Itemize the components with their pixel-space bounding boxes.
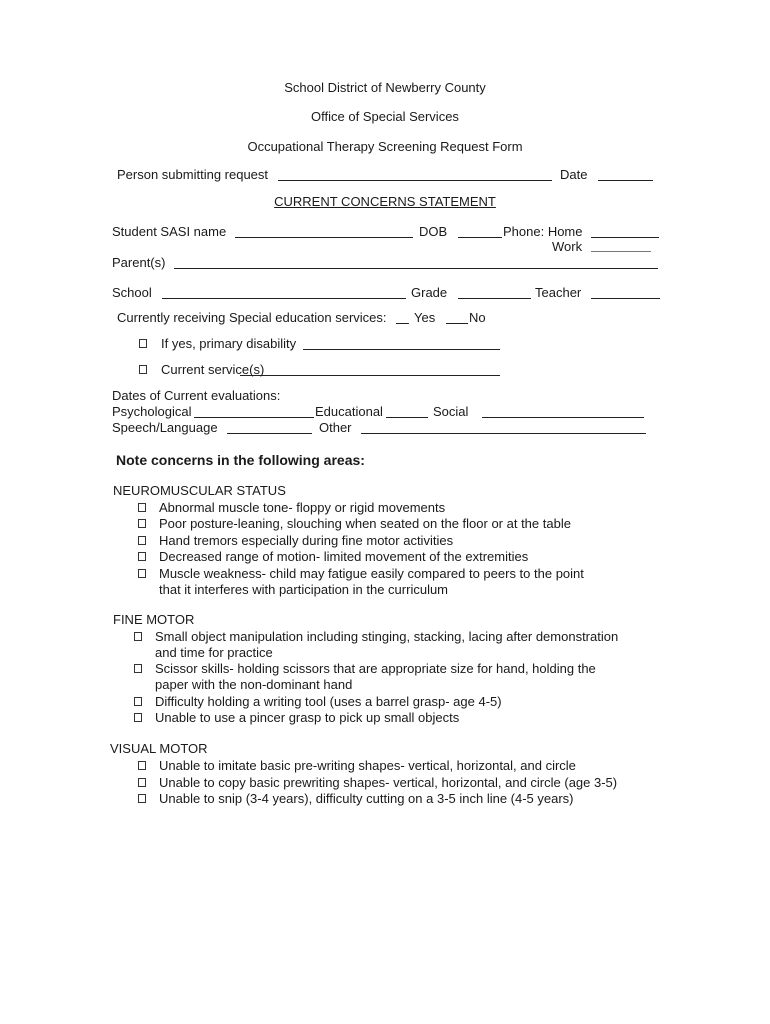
person-submitting-label: Person submitting request	[117, 167, 269, 182]
fine-motor-item-checkbox[interactable]	[134, 713, 142, 722]
visual-motor-item-text: Unable to copy basic prewriting shapes- vertical, horizontal, and circle (age 3-5)	[159, 775, 618, 790]
yes-label: Yes	[414, 310, 436, 325]
psychological-field[interactable]	[194, 417, 314, 418]
neuromuscular-item-checkbox[interactable]	[138, 552, 146, 561]
visual-motor-item-text: Unable to imitate basic pre-writing shapes- vertical, horizontal, and circle	[159, 758, 576, 773]
fine-motor-item-text: and time for practice	[155, 645, 273, 660]
date-field[interactable]	[598, 180, 653, 181]
work-label: Work	[552, 239, 583, 254]
school-label: School	[112, 285, 152, 300]
office-name: Office of Special Services	[311, 109, 459, 124]
neuromuscular-item-text: Poor posture-leaning, slouching when seated on the floor or at the table	[159, 516, 571, 531]
phone-home-label: Phone: Home	[503, 224, 583, 239]
neuromuscular-item-text: Muscle weakness- child may fatigue easily compared to peers to the point	[159, 566, 584, 581]
evaluations-label: Dates of Current evaluations:	[112, 388, 281, 403]
student-name-label: Student SASI name	[112, 224, 227, 239]
fine-motor-section-title: FINE MOTOR	[113, 612, 195, 627]
teacher-field[interactable]	[591, 298, 660, 299]
neuromuscular-section-title: NEUROMUSCULAR STATUS	[113, 483, 286, 498]
neuromuscular-item-text: Hand tremors especially during fine motor activities	[159, 533, 454, 548]
primary-disability-checkbox[interactable]	[139, 339, 147, 348]
other-label: Other	[319, 420, 352, 435]
grade-field[interactable]	[458, 298, 531, 299]
social-label: Social	[433, 404, 469, 419]
phone-home-field[interactable]	[591, 237, 659, 238]
social-field[interactable]	[482, 417, 644, 418]
person-submitting-field[interactable]	[278, 180, 552, 181]
fine-motor-item-text: Unable to use a pincer grasp to pick up small objects	[155, 710, 460, 725]
form-title: Occupational Therapy Screening Request Form	[247, 139, 523, 154]
neuromuscular-item-checkbox[interactable]	[138, 569, 146, 578]
fine-motor-item-text: Small object manipulation including stinging, stacking, lacing after demonstration	[155, 629, 619, 644]
educational-label: Educational	[315, 404, 383, 419]
speech-language-label: Speech/Language	[112, 420, 218, 435]
educational-field[interactable]	[386, 417, 428, 418]
special-ed-label: Currently receiving Special education services:	[117, 310, 387, 325]
primary-disability-field[interactable]	[303, 349, 500, 350]
date-label: Date	[560, 167, 588, 182]
special-ed-no-field[interactable]	[446, 323, 468, 324]
no-label: No	[469, 310, 486, 325]
fine-motor-item-text: Difficulty holding a writing tool (uses a barrel grasp- age 4-5)	[155, 694, 502, 709]
neuromuscular-item-text: Abnormal muscle tone- floppy or rigid movements	[159, 500, 446, 515]
parents-field[interactable]	[174, 268, 658, 269]
visual-motor-item-checkbox[interactable]	[138, 761, 146, 770]
neuromuscular-item-checkbox[interactable]	[138, 536, 146, 545]
neuromuscular-item-checkbox[interactable]	[138, 503, 146, 512]
school-field[interactable]	[162, 298, 406, 299]
special-ed-yes-field[interactable]	[396, 323, 409, 324]
psychological-label: Psychological	[112, 404, 192, 419]
visual-motor-item-checkbox[interactable]	[138, 794, 146, 803]
fine-motor-item-text: paper with the non-dominant hand	[155, 677, 353, 692]
visual-motor-section-title: VISUAL MOTOR	[110, 741, 208, 756]
visual-motor-item-checkbox[interactable]	[138, 778, 146, 787]
current-services-label: Current service(s)	[161, 362, 265, 377]
parents-label: Parent(s)	[112, 255, 166, 270]
district-name: School District of Newberry County	[284, 80, 486, 95]
dob-label: DOB	[419, 224, 448, 239]
work-phone-field[interactable]	[591, 251, 651, 252]
primary-disability-label: If yes, primary disability	[161, 336, 297, 351]
fine-motor-item-checkbox[interactable]	[134, 697, 142, 706]
neuromuscular-item-checkbox[interactable]	[138, 519, 146, 528]
current-services-checkbox[interactable]	[139, 365, 147, 374]
neuromuscular-item-text: that it interferes with participation in the curriculum	[159, 582, 449, 597]
concerns-intro: Note concerns in the following areas:	[116, 452, 365, 468]
fine-motor-item-checkbox[interactable]	[134, 632, 142, 641]
teacher-label: Teacher	[535, 285, 582, 300]
student-name-field[interactable]	[235, 237, 413, 238]
fine-motor-item-text: Scissor skills- holding scissors that are appropriate size for hand, holding the	[155, 661, 596, 676]
other-field[interactable]	[361, 433, 646, 434]
current-services-field[interactable]	[240, 375, 500, 376]
speech-language-field[interactable]	[227, 433, 312, 434]
concerns-heading: CURRENT CONCERNS STATEMENT	[274, 194, 496, 209]
dob-field[interactable]	[458, 237, 502, 238]
neuromuscular-item-text: Decreased range of motion- limited movement of the extremities	[159, 549, 529, 564]
grade-label: Grade	[411, 285, 448, 300]
fine-motor-item-checkbox[interactable]	[134, 664, 142, 673]
visual-motor-item-text: Unable to snip (3-4 years), difficulty cutting on a 3-5 inch line (4-5 years)	[159, 791, 574, 806]
